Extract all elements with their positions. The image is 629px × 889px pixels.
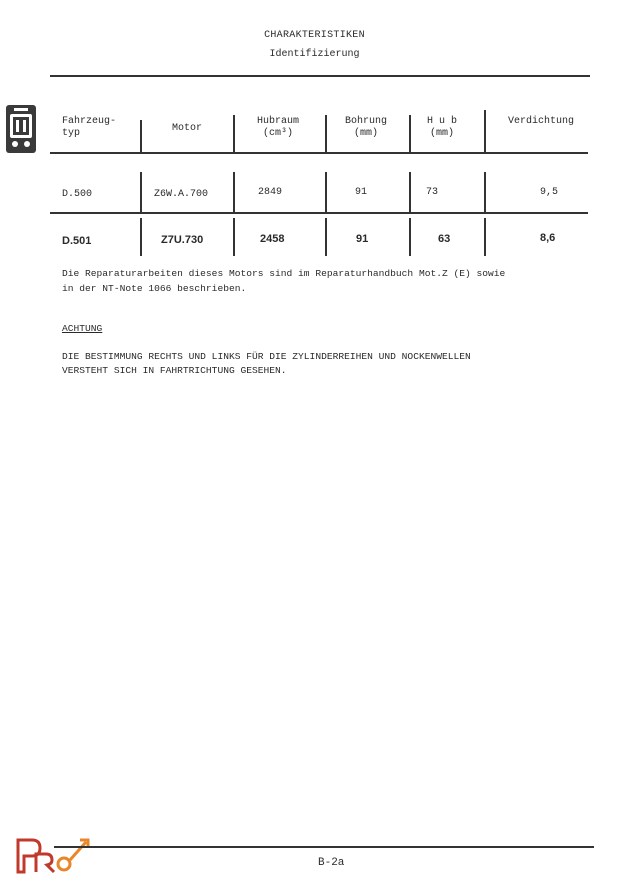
page-title: CHARAKTERISTIKEN: [264, 30, 365, 41]
column-divider: [409, 115, 411, 152]
column-divider: [325, 218, 327, 256]
header-motor: Motor: [172, 123, 203, 134]
paragraph-line: in der NT-Note 1066 beschrieben.: [62, 283, 247, 294]
pro-logo-icon: [14, 832, 96, 876]
column-divider: [140, 218, 142, 256]
column-divider: [409, 218, 411, 256]
table-cell: Z7U.730: [161, 234, 204, 246]
table-cell: 91: [356, 233, 369, 245]
top-rule: [50, 75, 590, 77]
header-hub: H u b (mm): [426, 116, 457, 139]
column-divider: [325, 115, 327, 152]
paragraph-line: Die Reparaturarbeiten dieses Motors sind im Reparaturhandbuch Mot.Z (E) sowie: [62, 268, 506, 279]
page-number: B-2a: [318, 857, 345, 869]
caution-line: DIE BESTIMMUNG RECHTS UND LINKS FÜR DIE ZYLINDERREIHEN UND NOCKENWELLEN: [62, 351, 471, 362]
table-cell: 63: [438, 233, 451, 245]
table-cell: 9,5: [540, 187, 559, 198]
header-rule: [50, 152, 588, 154]
header-fahrzeugtyp: Fahrzeug- typ: [62, 116, 117, 139]
page-subtitle: Identifizierung: [269, 49, 360, 60]
table-cell: 73: [426, 187, 439, 198]
column-divider: [140, 172, 142, 212]
engine-icon: [5, 104, 37, 154]
table-cell: 91: [355, 187, 368, 198]
column-divider: [233, 172, 235, 212]
caution-line: VERSTEHT SICH IN FAHRTRICHTUNG GESEHEN.: [62, 365, 287, 376]
table-cell: D.500: [62, 189, 93, 200]
header-hubraum: Hubraum (cm³): [256, 116, 299, 139]
column-divider: [233, 115, 235, 152]
column-divider: [233, 218, 235, 256]
column-divider: [484, 172, 486, 212]
table-cell: Z6W.A.700: [154, 189, 209, 200]
column-divider: [409, 172, 411, 212]
column-divider: [484, 218, 486, 256]
table-cell: 2849: [258, 187, 283, 198]
column-divider: [484, 110, 486, 152]
table-cell: 8,6: [540, 232, 556, 244]
column-divider: [140, 120, 142, 152]
table-cell: D.501: [62, 235, 92, 247]
header-bohrung: Bohrung (mm): [344, 116, 387, 139]
table-cell: 2458: [260, 233, 285, 245]
header-verdichtung: Verdichtung: [508, 116, 575, 127]
row-rule: [50, 212, 588, 214]
caution-heading: ACHTUNG: [62, 323, 103, 334]
footer-rule: [54, 846, 594, 848]
column-divider: [325, 172, 327, 212]
